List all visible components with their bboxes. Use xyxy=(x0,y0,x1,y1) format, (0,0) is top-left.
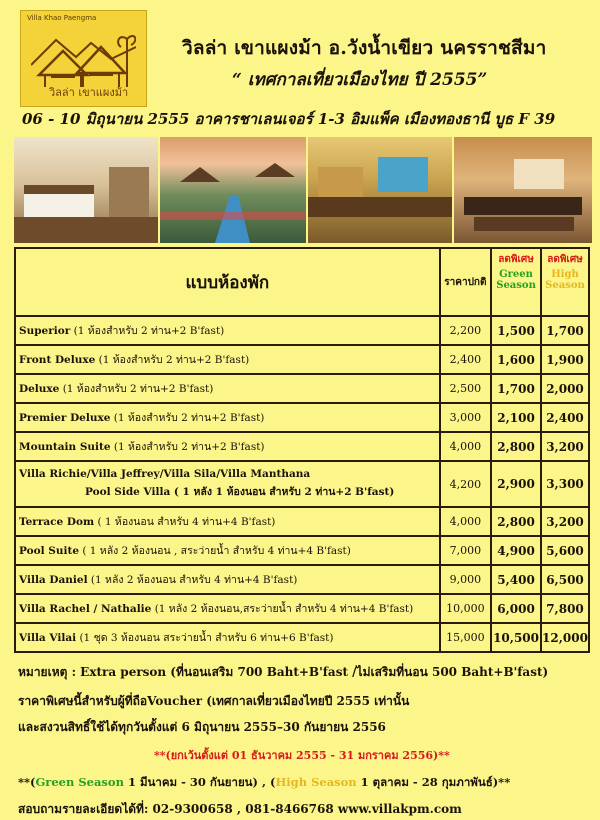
logo-thai-name: วิลล่า เขาแผงม้า xyxy=(49,86,129,99)
green-price-cell: 10,500 xyxy=(491,623,541,652)
discount-label: ลดพิเศษ xyxy=(547,254,583,265)
room-name: Terrace Dom xyxy=(19,516,95,528)
photo-pool xyxy=(160,137,306,243)
high-season-label: High Season xyxy=(545,269,585,291)
room-description-cell xyxy=(15,374,440,403)
room-description-cell xyxy=(15,432,440,461)
contact-info: สอบถามรายละเอียดได้ที่: 02-9300658 , 081-8466768 www.villakpm.com xyxy=(18,802,462,816)
table-row xyxy=(15,623,589,652)
table-row xyxy=(15,536,589,565)
room-detail: (1 ห้องสำหรับ 2 ท่าน+2 B'fast) xyxy=(59,383,214,395)
normal-price-cell: 4,000 xyxy=(440,507,491,536)
green-price-cell: 4,900 xyxy=(491,536,541,565)
green-price-cell: 2,100 xyxy=(491,403,541,432)
normal-price-cell: 4,000 xyxy=(440,432,491,461)
room-name: Villa Richie/Villa Jeffrey/Villa Sila/Villa Manthana xyxy=(19,468,311,480)
room-detail: (1 ห้องสำหรับ 2 ท่าน+2 B'fast) xyxy=(110,412,265,424)
note-exception: **(ยกเว้นตั้งแต่ 01 ธันวาคม 2555 - 31 มกราคม 2556)** xyxy=(154,749,450,762)
discount-label: ลดพิเศษ xyxy=(498,254,534,265)
table-row xyxy=(15,374,589,403)
room-detail: ( 1 ห้องนอน สำหรับ 4 ท่าน+4 B'fast) xyxy=(94,516,276,528)
room-detail: (1 ห้องสำหรับ 2 ท่าน+2 B'fast) xyxy=(95,354,250,366)
room-name: Villa Rachel / Nathalie xyxy=(19,603,152,615)
green-price-cell: 1,700 xyxy=(491,374,541,403)
normal-price-cell: 2,200 xyxy=(440,316,491,345)
room-rate-table xyxy=(14,247,590,653)
room-detail: ( 1 หลัง 2 ห้องนอน , สระว่ายน้ำ สำหรับ 4 ท่าน+4 B'fast) xyxy=(79,545,351,557)
room-description-cell xyxy=(15,565,440,594)
normal-price-cell: 4,200 xyxy=(440,461,491,507)
room-name: Villa Daniel xyxy=(19,574,88,586)
normal-price-cell: 2,400 xyxy=(440,345,491,374)
room-name: Front Deluxe xyxy=(19,354,96,366)
note-seasons xyxy=(18,774,510,792)
room-description-cell xyxy=(15,461,440,507)
table-header-row xyxy=(15,248,589,316)
table-row xyxy=(15,403,589,432)
note-validity: และสงวนสิทธิ์ใช้ได้ทุกวันตั้งแต่ 6 มิถุนายน 2555–30 กันยายน 2556 xyxy=(18,720,386,734)
event-info: 06 - 10 มิถุนายน 2555 อาคารชาเลนเจอร์ 1-3 อิมแพ็ค เมืองทองธานี บูธ F 39 xyxy=(22,110,556,128)
high-price-cell: 3,200 xyxy=(541,507,589,536)
photo-living-room xyxy=(454,137,592,243)
high-price-cell: 2,000 xyxy=(541,374,589,403)
normal-price-cell: 10,000 xyxy=(440,594,491,623)
room-description-cell xyxy=(15,623,440,652)
green-season-name: Green Season xyxy=(35,775,124,789)
high-price-cell: 5,600 xyxy=(541,536,589,565)
table-row xyxy=(15,594,589,623)
photo-bedroom xyxy=(14,137,158,243)
room-detail: (1 หลัง 2 ห้องนอน สำหรับ 4 ท่าน+4 B'fast) xyxy=(87,574,298,586)
photo-kitchen xyxy=(308,137,452,243)
normal-price-cell: 9,000 xyxy=(440,565,491,594)
green-price-cell: 2,900 xyxy=(491,461,541,507)
high-price-cell: 1,700 xyxy=(541,316,589,345)
green-season-label: Green Season xyxy=(496,269,536,291)
green-price-cell: 2,800 xyxy=(491,507,541,536)
logo-house-graphic xyxy=(31,25,136,89)
room-name: Premier Deluxe xyxy=(19,412,111,424)
table-row xyxy=(15,432,589,461)
high-price-cell: 2,400 xyxy=(541,403,589,432)
high-price-cell: 3,300 xyxy=(541,461,589,507)
header-green-season xyxy=(491,248,541,316)
room-description-cell xyxy=(15,316,440,345)
resort-logo xyxy=(20,10,147,107)
high-price-cell: 1,900 xyxy=(541,345,589,374)
green-price-cell: 2,800 xyxy=(491,432,541,461)
room-description-cell xyxy=(15,536,440,565)
high-price-cell: 6,500 xyxy=(541,565,589,594)
note-extra-person: หมายเหตุ : Extra person (ที่นอนเสริม 700 Baht+B'fast /ไม่เสริมที่นอน 500 Baht+B'fast) xyxy=(18,665,549,679)
green-price-cell: 6,000 xyxy=(491,594,541,623)
high-season-range: 1 ตุลาคม - 28 กุมภาพันธ์)** xyxy=(356,775,511,789)
table-row xyxy=(15,507,589,536)
page-subtitle: “ เทศกาลเที่ยวเมืองไทย ปี 2555” xyxy=(232,70,488,90)
photo-strip xyxy=(14,137,592,243)
high-season-name: High Season xyxy=(275,775,357,789)
green-price-cell: 1,500 xyxy=(491,316,541,345)
room-description-cell xyxy=(15,507,440,536)
note-voucher: ราคาพิเศษนี้สำหรับผู้ที่ถือVoucher (เทศกาลเที่ยวเมืองไทยปี 2555 เท่านั้น xyxy=(18,694,410,708)
room-name: Pool Suite xyxy=(19,545,80,557)
high-price-cell: 3,200 xyxy=(541,432,589,461)
season-prefix: **( xyxy=(18,775,36,789)
table-row xyxy=(15,316,589,345)
room-name: Mountain Suite xyxy=(19,441,111,453)
table-row xyxy=(15,461,589,507)
room-description-cell xyxy=(15,594,440,623)
table-row xyxy=(15,565,589,594)
room-detail: (1 ห้องสำหรับ 2 ท่าน+2 B'fast) xyxy=(110,441,265,453)
room-detail-line2: Pool Side Villa ( 1 หลัง 1 ห้องนอน สำหรับ 2 ท่าน+2 B'fast) xyxy=(85,486,395,498)
green-season-range: 1 มีนาคม - 30 กันยายน) , ( xyxy=(123,775,276,789)
normal-price-cell: 2,500 xyxy=(440,374,491,403)
table-row xyxy=(15,345,589,374)
room-detail: (1 หลัง 2 ห้องนอน,สระว่ายน้ำ สำหรับ 4 ท่าน+4 B'fast) xyxy=(151,603,414,615)
high-price-cell: 12,000 xyxy=(541,623,589,652)
table-body xyxy=(15,316,589,652)
room-description-cell xyxy=(15,345,440,374)
room-detail: (1 ชุด 3 ห้องนอน สระว่ายน้ำ สำหรับ 6 ท่าน+6 B'fast) xyxy=(76,632,334,644)
green-price-cell: 1,600 xyxy=(491,345,541,374)
green-price-cell: 5,400 xyxy=(491,565,541,594)
normal-price-cell: 7,000 xyxy=(440,536,491,565)
normal-price-cell: 3,000 xyxy=(440,403,491,432)
header-room-type: แบบห้องพัก xyxy=(15,248,440,316)
room-name: Superior xyxy=(19,325,71,337)
header-high-season xyxy=(541,248,589,316)
room-description-cell xyxy=(15,403,440,432)
header-normal-price: ราคาปกติ xyxy=(440,248,491,316)
high-price-cell: 7,800 xyxy=(541,594,589,623)
room-name: Deluxe xyxy=(19,383,60,395)
logo-top-text: Villa Khao Paengma xyxy=(27,14,97,22)
page-title: วิลล่า เขาแผงม้า อ.วังน้ำเขียว นครราชสีมา xyxy=(182,37,547,59)
room-name: Villa Vilai xyxy=(19,632,77,644)
normal-price-cell: 15,000 xyxy=(440,623,491,652)
room-detail: (1 ห้องสำหรับ 2 ท่าน+2 B'fast) xyxy=(70,325,225,337)
